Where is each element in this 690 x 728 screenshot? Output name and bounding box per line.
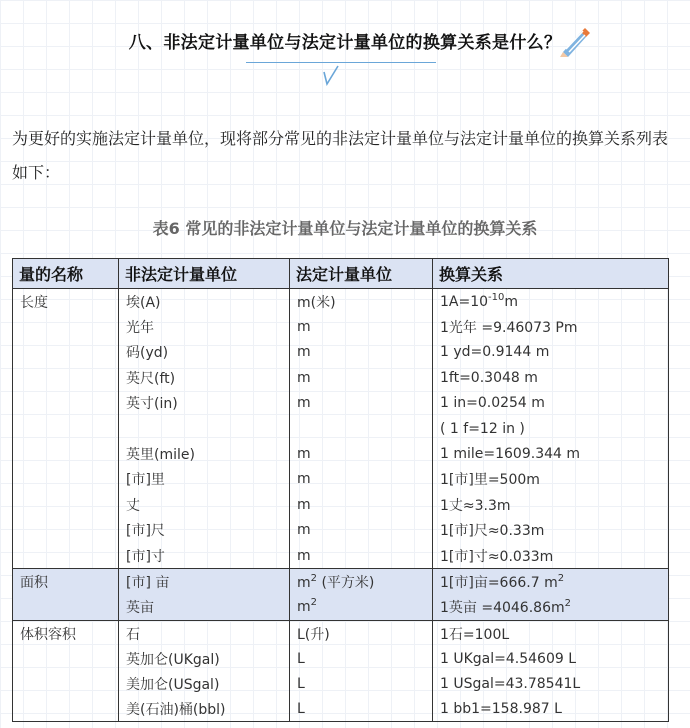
conversion: $1A=10^{-10}m$ <box>433 289 669 315</box>
conversion: 1[市]亩=666.7 $m^2$ <box>433 569 669 595</box>
non-legal-unit: [市]里 <box>119 467 290 492</box>
non-legal-unit: 英尺(ft) <box>119 365 290 390</box>
table-row <box>13 696 669 722</box>
legal-unit: m <box>290 518 433 543</box>
legal-unit: m <box>290 340 433 365</box>
non-legal-unit: 石 <box>119 621 290 647</box>
group-volume <box>13 621 669 722</box>
legal-unit: m <box>290 441 433 466</box>
table-row <box>13 441 669 466</box>
legal-unit: $m^2$ (平方米) <box>290 569 433 595</box>
table-row <box>13 314 669 339</box>
table-row <box>13 569 669 595</box>
table-row <box>13 492 669 517</box>
table-row <box>13 595 669 621</box>
legal-unit: $m^2$ <box>290 595 433 621</box>
quantity-name: 长度 <box>13 289 119 315</box>
conversion: 1[市]尺≈0.33m <box>433 518 669 543</box>
legal-unit: L(升) <box>290 621 433 647</box>
conversion: 1 UKgal=4.54609 L <box>433 646 669 671</box>
conversion: 1 yd=0.9144 m <box>433 340 669 365</box>
non-legal-unit: [市]尺 <box>119 518 290 543</box>
table-row <box>13 416 669 441</box>
table-row <box>13 289 669 315</box>
conversion: 1[市]里=500m <box>433 467 669 492</box>
non-legal-unit: 英寸(in) <box>119 391 290 416</box>
legal-unit: m <box>290 391 433 416</box>
heading-underline <box>246 62 436 63</box>
group-length <box>13 289 669 569</box>
non-legal-unit <box>119 416 290 441</box>
table-title: 表6 常见的非法定计量单位与法定计量单位的换算关系 <box>152 219 538 238</box>
non-legal-unit: [市]寸 <box>119 543 290 569</box>
table-row <box>13 518 669 543</box>
non-legal-unit: 美加仑(USgal) <box>119 671 290 696</box>
non-legal-unit: 丈 <box>119 492 290 517</box>
header-legal-unit: 法定计量单位 <box>290 259 433 289</box>
non-legal-unit: 码(yd) <box>119 340 290 365</box>
non-legal-unit: 英亩 <box>119 595 290 621</box>
check-mark-icon <box>322 64 340 86</box>
legal-unit: L <box>290 646 433 671</box>
conversion: 1丈≈3.3m <box>433 492 669 517</box>
table-row <box>13 391 669 416</box>
table-row <box>13 646 669 671</box>
legal-unit: m <box>290 543 433 569</box>
legal-unit: L <box>290 696 433 722</box>
non-legal-unit: 英加仑(UKgal) <box>119 646 290 671</box>
conversion: 1 mile=1609.344 m <box>433 441 669 466</box>
conversion: 1光年 =9.46073 Pm <box>433 314 669 339</box>
section-heading: 八、非法定计量单位与法定计量单位的换算关系是什么？ <box>128 33 562 53</box>
table-row <box>13 467 669 492</box>
conversion: 1英亩 $=4046.86m^2$ <box>433 595 669 621</box>
table-row <box>13 621 669 647</box>
header-conversion: 换算关系 <box>433 259 669 289</box>
table-row <box>13 543 669 569</box>
legal-unit: m(米) <box>290 289 433 315</box>
pencil-icon <box>557 24 593 58</box>
legal-unit <box>290 416 433 441</box>
quantity-name: 面积 <box>13 569 119 595</box>
conversion: 1 bb1=158.987 L <box>433 696 669 722</box>
non-legal-unit: 英里(mile) <box>119 441 290 466</box>
header-non-legal-unit: 非法定计量单位 <box>119 259 290 289</box>
conversion: 1 in=0.0254 m <box>433 391 669 416</box>
conversion: ( 1 f=12 in ) <box>433 416 669 441</box>
table-row <box>13 340 669 365</box>
conversion-table <box>12 258 669 722</box>
legal-unit: L <box>290 671 433 696</box>
quantity-name: 体积容积 <box>13 621 119 647</box>
legal-unit: m <box>290 467 433 492</box>
non-legal-unit: [市] 亩 <box>119 569 290 595</box>
table-row <box>13 671 669 696</box>
non-legal-unit: 埃(A) <box>119 289 290 315</box>
non-legal-unit: 光年 <box>119 314 290 339</box>
intro-paragraph: 为更好的实施法定计量单位，现将部分常见的非法定计量单位与法定计量单位的换算关系列表如下： <box>12 129 669 182</box>
conversion: 1ft=0.3048 m <box>433 365 669 390</box>
non-legal-unit: 美(石油)桶(bbl) <box>119 696 290 722</box>
group-area <box>13 569 669 621</box>
table-header-row <box>13 259 669 289</box>
conversion: 1石=100L <box>433 621 669 647</box>
legal-unit: m <box>290 314 433 339</box>
conversion: 1[市]寸≈0.033m <box>433 543 669 569</box>
legal-unit: m <box>290 365 433 390</box>
table-row <box>13 365 669 390</box>
legal-unit: m <box>290 492 433 517</box>
header-quantity-name: 量的名称 <box>13 259 119 289</box>
conversion: 1 USgal=43.78541L <box>433 671 669 696</box>
